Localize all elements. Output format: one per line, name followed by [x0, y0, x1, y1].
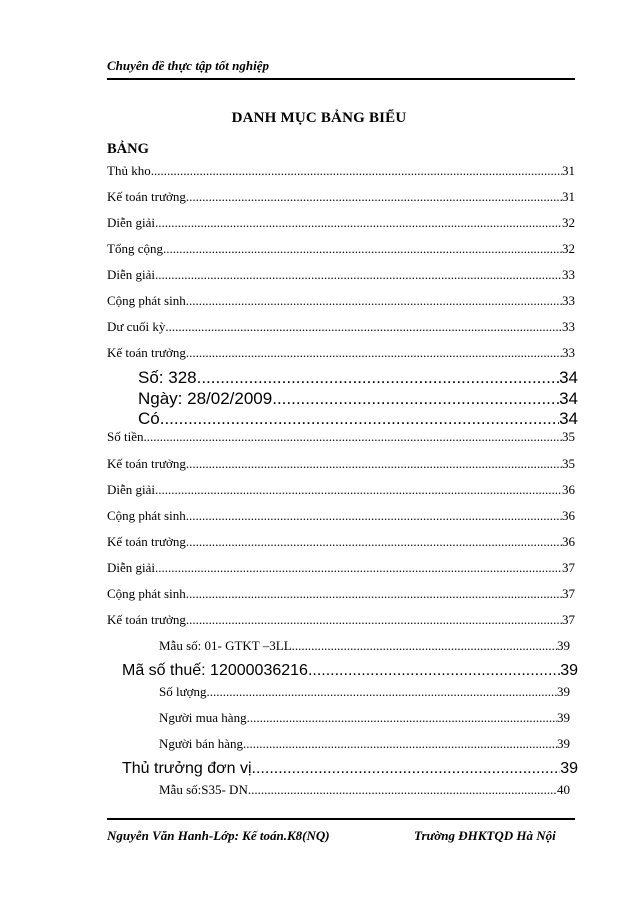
toc-entry[interactable]: [159, 782, 570, 798]
toc-entry[interactable]: [107, 293, 575, 309]
toc-label: Cộng phát sinh: [107, 508, 186, 523]
toc-label: Ngày: 28/02/2009: [138, 389, 273, 408]
leader-dots: [207, 684, 557, 700]
toc-page: 40: [557, 782, 570, 797]
toc-label: Kế toán trưởng: [107, 456, 186, 471]
section-heading: BẢNG: [107, 141, 149, 157]
toc-label: Kế toán trưởng: [107, 345, 186, 360]
toc-entry[interactable]: [138, 409, 578, 429]
toc-page: 32: [562, 241, 575, 256]
toc-label: Diễn giải: [107, 267, 156, 282]
toc-label: Số lượng: [159, 684, 207, 699]
toc-label: Diễn giải: [107, 215, 156, 230]
leader-dots: [252, 760, 561, 778]
toc-entry[interactable]: [107, 508, 575, 524]
toc-page: 33: [562, 319, 575, 334]
toc-label: Thủ trưởng đơn vị: [122, 760, 252, 777]
leader-dots: [165, 319, 562, 335]
toc-label: Mẫu số: 01- GTKT –3LL: [159, 638, 292, 653]
toc-entry[interactable]: [138, 368, 578, 388]
leader-dots: [160, 409, 559, 429]
toc-entry[interactable]: [107, 215, 575, 231]
leader-dots: [248, 782, 557, 798]
toc-page: 39: [557, 638, 570, 653]
toc-page: 33: [562, 267, 575, 282]
leader-dots: [155, 482, 562, 498]
toc-label: Dư cuối kỳ: [107, 319, 166, 334]
toc-page: 34: [559, 389, 578, 408]
footer-school: Trường ĐHKTQD Hà Nội: [414, 828, 556, 843]
toc-label: Người mua hàng: [159, 710, 247, 725]
toc-entry[interactable]: [107, 534, 575, 550]
toc-label: Cộng phát sinh: [107, 586, 186, 601]
toc-entry[interactable]: [107, 429, 575, 445]
page-title: DANH MỤC BẢNG BIỂU: [231, 110, 407, 126]
toc-label: Kế toán trưởng: [107, 612, 186, 627]
leader-dots: [143, 429, 562, 445]
toc-page: 39: [557, 736, 570, 751]
leader-dots: [186, 456, 562, 472]
leader-dots: [186, 612, 562, 628]
toc-entry[interactable]: [107, 560, 575, 576]
footer-rule: [107, 818, 575, 820]
leader-dots: [272, 389, 559, 409]
toc-page: 39: [560, 662, 578, 679]
page-header: Chuyên đề thực tập tốt nghiệp: [107, 56, 575, 80]
leader-dots: [186, 508, 562, 524]
toc-page: 31: [562, 189, 575, 204]
toc-entry[interactable]: [107, 189, 575, 205]
toc-entry[interactable]: [159, 638, 570, 654]
toc-label: Kế toán trưởng: [107, 189, 186, 204]
toc-label: Số: 328: [138, 368, 197, 387]
leader-dots: [155, 560, 562, 576]
toc-page: 34: [559, 368, 578, 387]
toc-entry[interactable]: [107, 612, 575, 628]
toc-page: 34: [559, 409, 578, 428]
leader-dots: [247, 710, 557, 726]
toc-label: Số tiền: [107, 429, 144, 444]
toc-label: Thủ kho: [107, 163, 151, 178]
toc-page: 39: [557, 684, 570, 699]
leader-dots: [151, 163, 562, 179]
toc-label: Có: [138, 409, 160, 428]
toc-label: Mã số thuế: 12000036216: [122, 662, 308, 679]
toc-page: 36: [562, 534, 575, 549]
toc-entry[interactable]: [107, 456, 575, 472]
toc-label: Người bán hàng: [159, 736, 243, 751]
toc-page: 37: [562, 560, 575, 575]
toc-page: 39: [560, 760, 578, 777]
toc-entry[interactable]: [159, 736, 570, 752]
leader-dots: [243, 736, 557, 752]
leader-dots: [186, 586, 562, 602]
toc-label: Diễn giải: [107, 482, 156, 497]
toc-entry[interactable]: [122, 662, 578, 680]
leader-dots: [186, 293, 562, 309]
toc-label: Cộng phát sinh: [107, 293, 186, 308]
toc-entry[interactable]: [107, 267, 575, 283]
leader-dots: [155, 267, 562, 283]
toc-entry[interactable]: [107, 345, 575, 361]
toc-entry[interactable]: [159, 684, 570, 700]
toc-page: 37: [562, 586, 575, 601]
toc-page: 39: [557, 710, 570, 725]
toc-page: 32: [562, 215, 575, 230]
toc-page: 33: [562, 293, 575, 308]
toc-entry[interactable]: [138, 389, 578, 409]
toc-label: Tổng cộng: [107, 241, 163, 256]
leader-dots: [292, 638, 557, 654]
toc-page: 33: [562, 345, 575, 360]
toc-entry[interactable]: [107, 319, 575, 335]
toc-entry[interactable]: [107, 163, 575, 179]
toc-label: Diễn giải: [107, 560, 156, 575]
leader-dots: [163, 241, 562, 257]
toc-label: Mẫu số:S35- DN: [159, 782, 248, 797]
toc-entry[interactable]: [107, 482, 575, 498]
toc-entry[interactable]: [122, 760, 578, 778]
toc-entry[interactable]: [107, 241, 575, 257]
leader-dots: [186, 345, 562, 361]
leader-dots: [155, 215, 562, 231]
leader-dots: [186, 534, 562, 550]
toc-page: 35: [562, 429, 575, 444]
toc-entry[interactable]: [159, 710, 570, 726]
toc-page: 37: [562, 612, 575, 627]
toc-page: 31: [562, 163, 575, 178]
toc-page: 35: [562, 456, 575, 471]
leader-dots: [186, 189, 562, 205]
leader-dots: [308, 662, 560, 680]
toc-page: 36: [562, 482, 575, 497]
toc-page: 36: [562, 508, 575, 523]
footer-author: Nguyễn Văn Hanh-Lớp: Kế toán.K8(NQ): [107, 828, 330, 843]
toc-label: Kế toán trưởng: [107, 534, 186, 549]
toc-entry[interactable]: [107, 586, 575, 602]
leader-dots: [197, 368, 559, 388]
